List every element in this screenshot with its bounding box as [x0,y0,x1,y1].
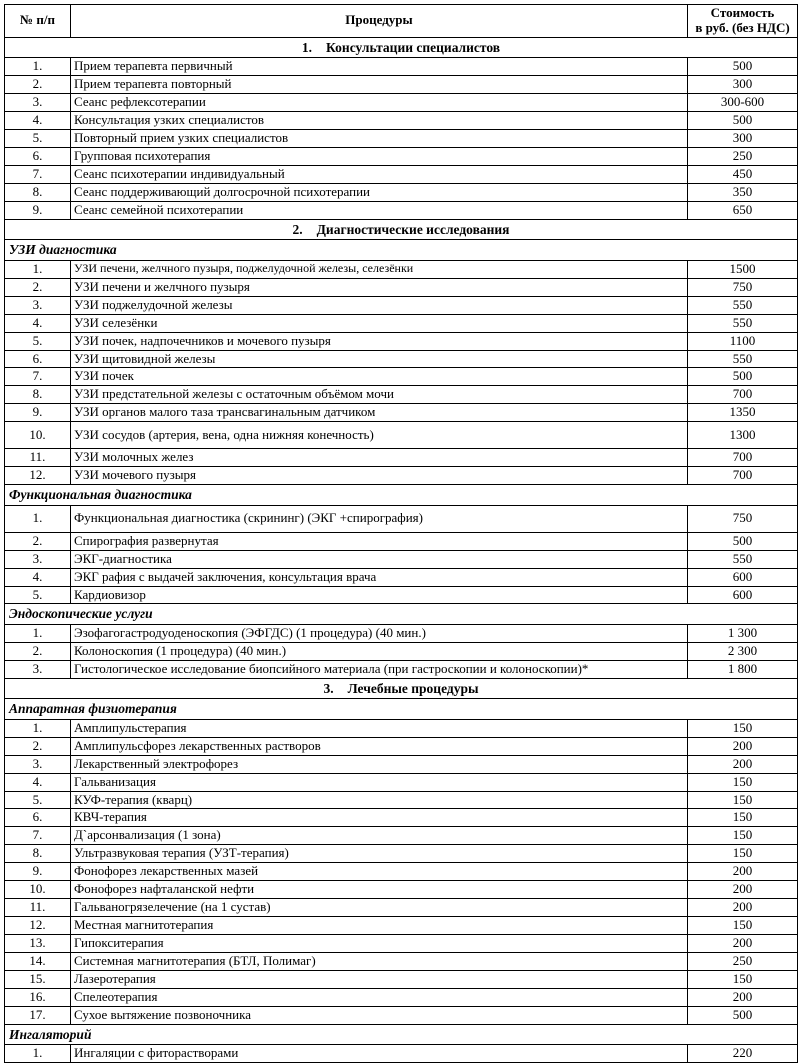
row-procedure-name: Амплипульстерапия [71,719,688,737]
row-procedure-name: УЗИ почек, надпочечников и мочевого пузыря [71,332,688,350]
row-procedure-name: Консультация узких специалистов [71,112,688,130]
row-price: 1 800 [688,660,798,678]
row-procedure-name: Групповая психотерапия [71,148,688,166]
row-number: 2. [5,737,71,755]
subsection-row [5,240,798,261]
row-number: 8. [5,386,71,404]
row-procedure-name: Ультразвуковая терапия (УЗТ-терапия) [71,845,688,863]
table-row [5,94,798,112]
row-price: 700 [688,467,798,485]
row-price: 550 [688,314,798,332]
row-number: 9. [5,863,71,881]
row-number: 3. [5,755,71,773]
row-price: 150 [688,845,798,863]
section-label: Консультации специалистов [326,39,501,55]
table-row [5,1006,798,1024]
table-row [5,314,798,332]
row-procedure-name: УЗИ селезёнки [71,314,688,332]
table-row [5,368,798,386]
row-price: 500 [688,58,798,76]
row-price: 150 [688,791,798,809]
section-label: Диагностические исследования [316,221,510,237]
row-price: 200 [688,935,798,953]
table-row [5,568,798,586]
row-procedure-name: Спирография развернутая [71,532,688,550]
row-price: 200 [688,881,798,899]
row-procedure-name: Колоноскопия (1 процедура) (40 мин.) [71,642,688,660]
row-price: 200 [688,737,798,755]
row-price: 550 [688,350,798,368]
subsection-row [5,485,798,506]
table-row [5,899,798,917]
subsection-row [5,699,798,720]
table-row [5,773,798,791]
row-price: 2 300 [688,642,798,660]
row-procedure-name: УЗИ поджелудочной железы [71,296,688,314]
column-header-number: № п/п [5,5,71,38]
table-header [5,5,798,38]
table-row [5,952,798,970]
header-row [5,5,798,38]
table-row [5,1045,798,1063]
row-procedure-name: УЗИ молочных желез [71,449,688,467]
section-number: 1. [301,39,313,55]
row-number: 2. [5,532,71,550]
row-procedure-name: КВЧ-терапия [71,809,688,827]
table-row [5,791,798,809]
table-row [5,449,798,467]
table-row [5,422,798,449]
row-procedure-name: Местная магнитотерапия [71,917,688,935]
subsection-title: Аппаратная физиотерапия [5,699,798,720]
table-row [5,917,798,935]
table-row [5,988,798,1006]
row-procedure-name: Эзофагогастродуоденоскопия (ЭФГДС) (1 процедура) (40 мин.) [71,624,688,642]
row-number: 1. [5,719,71,737]
column-header-price [688,5,798,38]
row-number: 2. [5,642,71,660]
row-price: 500 [688,368,798,386]
row-price: 300-600 [688,94,798,112]
row-number: 12. [5,917,71,935]
row-number: 8. [5,183,71,201]
row-price: 1350 [688,404,798,422]
row-price: 300 [688,130,798,148]
row-price: 300 [688,76,798,94]
row-number: 6. [5,148,71,166]
row-procedure-name: Амплипульсфорез лекарственных растворов [71,737,688,755]
row-number: 11. [5,899,71,917]
row-procedure-name: Прием терапевта первичный [71,58,688,76]
row-price: 700 [688,449,798,467]
table-row [5,532,798,550]
row-procedure-name: Сухое вытяжение позвоночника [71,1006,688,1024]
table-row [5,550,798,568]
row-procedure-name: Гистологическое исследование биопсийного материала (при гастроскопии и колоноскопии)* [71,660,688,678]
column-header-price-line2: в руб. (без НДС) [695,19,790,35]
table-row [5,467,798,485]
table-row [5,863,798,881]
row-number: 17. [5,1006,71,1024]
row-price: 550 [688,296,798,314]
column-header-price-line1: Стоимость [710,5,775,20]
row-price: 1500 [688,260,798,278]
table-row [5,881,798,899]
table-row [5,845,798,863]
section-label: Лечебные процедуры [347,680,479,696]
row-procedure-name: Кардиовизор [71,586,688,604]
row-price: 750 [688,505,798,532]
row-number: 3. [5,94,71,112]
row-price: 150 [688,719,798,737]
row-procedure-name: Сеанс психотерапии индивидуальный [71,166,688,184]
row-procedure-name: КУФ-терапия (кварц) [71,791,688,809]
row-number: 7. [5,368,71,386]
row-number: 11. [5,449,71,467]
row-number: 10. [5,881,71,899]
row-number: 5. [5,586,71,604]
row-procedure-name: УЗИ печени, желчного пузыря, поджелудочной железы, селезёнки [71,260,688,278]
table-row [5,386,798,404]
row-number: 4. [5,773,71,791]
row-price: 750 [688,278,798,296]
row-number: 6. [5,350,71,368]
row-price: 200 [688,863,798,881]
row-number: 9. [5,201,71,219]
table-row [5,296,798,314]
row-price: 500 [688,112,798,130]
row-number: 1. [5,1045,71,1063]
row-procedure-name: Повторный прием узких специалистов [71,130,688,148]
table-row [5,755,798,773]
section-title [5,37,798,58]
table-row [5,260,798,278]
section-number: 3. [323,680,334,696]
table-row [5,278,798,296]
table-row [5,624,798,642]
row-price: 250 [688,148,798,166]
row-price: 1100 [688,332,798,350]
row-procedure-name: Д`арсонвализация (1 зона) [71,827,688,845]
table-row [5,130,798,148]
row-number: 3. [5,660,71,678]
table-row [5,642,798,660]
row-procedure-name: УЗИ предстательной железы с остаточным объёмом мочи [71,386,688,404]
row-number: 1. [5,624,71,642]
row-procedure-name: УЗИ мочевого пузыря [71,467,688,485]
row-number: 13. [5,935,71,953]
row-number: 8. [5,845,71,863]
row-procedure-name: УЗИ печени и желчного пузыря [71,278,688,296]
subsection-row [5,604,798,625]
table-row [5,201,798,219]
row-price: 650 [688,201,798,219]
table-row [5,166,798,184]
row-price: 150 [688,809,798,827]
row-price: 350 [688,183,798,201]
row-number: 2. [5,76,71,94]
row-procedure-name: УЗИ щитовидной железы [71,350,688,368]
price-table [4,4,798,1063]
table-body [5,37,798,1062]
table-row [5,58,798,76]
table-row [5,332,798,350]
section-row [5,37,798,58]
row-procedure-name: Ингаляции с фиторастворами [71,1045,688,1063]
row-procedure-name: Гипокситерапия [71,935,688,953]
subsection-title: Ингаляторий [5,1024,798,1045]
subsection-row [5,1024,798,1045]
row-procedure-name: Спелеотерапия [71,988,688,1006]
row-number: 3. [5,550,71,568]
row-procedure-name: Прием терапевта повторный [71,76,688,94]
section-row [5,678,798,699]
row-number: 6. [5,809,71,827]
table-row [5,404,798,422]
row-procedure-name: Сеанс рефлексотерапии [71,94,688,112]
table-row [5,505,798,532]
row-procedure-name: ЭКГ-диагностика [71,550,688,568]
row-number: 14. [5,952,71,970]
table-row [5,148,798,166]
row-number: 1. [5,505,71,532]
row-number: 9. [5,404,71,422]
row-procedure-name: Лекарственный электрофорез [71,755,688,773]
table-row [5,809,798,827]
subsection-title: Функциональная диагностика [5,485,798,506]
row-number: 16. [5,988,71,1006]
row-price: 600 [688,568,798,586]
row-procedure-name: УЗИ почек [71,368,688,386]
section-number: 2. [292,221,303,237]
row-procedure-name: Гальваногрязелечение (на 1 сустав) [71,899,688,917]
table-row [5,112,798,130]
row-number: 12. [5,467,71,485]
row-procedure-name: Фонофорез нафталанской нефти [71,881,688,899]
row-number: 7. [5,827,71,845]
subsection-title: УЗИ диагностика [5,240,798,261]
row-number: 4. [5,568,71,586]
row-procedure-name: Сеанс поддерживающий долгосрочной психотерапии [71,183,688,201]
table-row [5,350,798,368]
row-price: 500 [688,532,798,550]
table-row [5,935,798,953]
row-procedure-name: Системная магнитотерапия (БТЛ, Полимаг) [71,952,688,970]
subsection-title: Эндоскопические услуги [5,604,798,625]
row-price: 150 [688,917,798,935]
table-row [5,660,798,678]
row-number: 3. [5,296,71,314]
row-price: 200 [688,755,798,773]
row-number: 1. [5,260,71,278]
row-price: 150 [688,773,798,791]
row-number: 5. [5,130,71,148]
table-row [5,970,798,988]
row-price: 1 300 [688,624,798,642]
row-number: 15. [5,970,71,988]
section-title [5,219,798,240]
row-number: 5. [5,332,71,350]
section-row [5,219,798,240]
row-procedure-name: Фонофорез лекарственных мазей [71,863,688,881]
table-row [5,76,798,94]
row-price: 220 [688,1045,798,1063]
row-procedure-name: УЗИ органов малого таза трансвагинальным датчиком [71,404,688,422]
row-procedure-name: ЭКГ рафия с выдачей заключения, консультация врача [71,568,688,586]
table-row [5,737,798,755]
row-procedure-name: УЗИ сосудов (артерия, вена, одна нижняя конечность) [71,422,688,449]
row-number: 7. [5,166,71,184]
table-row [5,586,798,604]
row-number: 4. [5,112,71,130]
table-row [5,183,798,201]
row-number: 1. [5,58,71,76]
row-price: 200 [688,899,798,917]
row-number: 4. [5,314,71,332]
row-price: 150 [688,970,798,988]
table-row [5,827,798,845]
row-price: 500 [688,1006,798,1024]
table-row [5,719,798,737]
row-number: 10. [5,422,71,449]
row-procedure-name: Функциональная диагностика (скрининг) (ЭКГ +спирография) [71,505,688,532]
row-price: 150 [688,827,798,845]
row-procedure-name: Лазеротерапия [71,970,688,988]
section-title [5,678,798,699]
row-price: 600 [688,586,798,604]
row-number: 5. [5,791,71,809]
row-price: 700 [688,386,798,404]
row-price: 450 [688,166,798,184]
row-price: 550 [688,550,798,568]
column-header-procedure: Процедуры [71,5,688,38]
row-price: 1300 [688,422,798,449]
row-procedure-name: Гальванизация [71,773,688,791]
row-number: 2. [5,278,71,296]
row-price: 250 [688,952,798,970]
row-price: 200 [688,988,798,1006]
row-procedure-name: Сеанс семейной психотерапии [71,201,688,219]
